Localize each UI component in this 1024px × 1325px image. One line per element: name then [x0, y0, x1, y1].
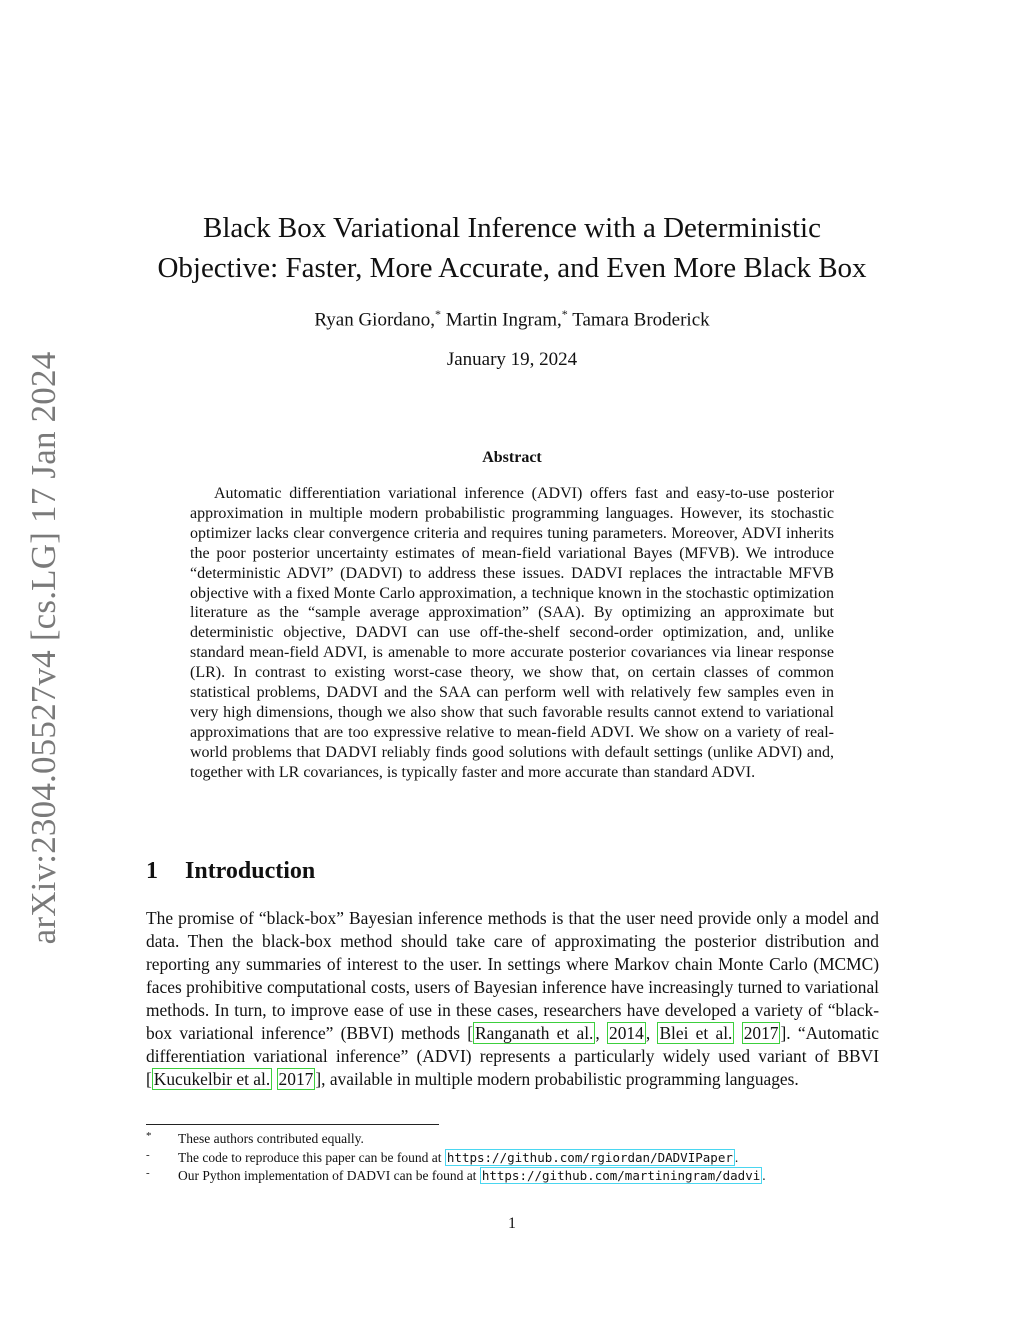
intro-text-part-3: ], available in multiple modern probabilistic programming languages. [315, 1069, 799, 1089]
footnote-text: The code to reproduce this paper can be found at [178, 1149, 445, 1165]
title-line-2: Objective: Faster, More Accurate, and Even More Black Box [157, 252, 867, 284]
citation-link-blei[interactable]: Blei et al. [659, 1023, 733, 1043]
citation-open-bracket: [ [467, 1023, 474, 1043]
author-list [130, 307, 894, 331]
introduction-paragraph [146, 907, 879, 1091]
citation-close-bracket: ] [780, 1023, 787, 1043]
footnote-divider [146, 1124, 439, 1125]
footnote-mark: * [146, 1130, 152, 1142]
author-footnote-mark[interactable]: * [561, 307, 568, 321]
publication-date: January 19, 2024 [446, 349, 578, 370]
footnote [146, 1130, 886, 1149]
intro-text-part-2: . “Automatic differentiation variational inference” (ADVI) represents a particularly widely used variant of BBVI [146, 1023, 880, 1066]
title-line-1: Black Box Variational Inference with a Deterministic [203, 212, 821, 244]
abstract-text: Automatic differentiation variational inference (ADVI) offers fast and easy-to-use posterior approximation in multiple modern probabilistic programming languages. However, its stochastic optimizer lacks clear convergence criteria and requires tuning parameters. Moreover, ADVI inherits the poor posterior uncertainty estimates of mean-field variational Bayes (MFVB). We introduce “deterministic ADVI” (DADVI) to address these issues. DADVI replaces the intractable MFVB objective with a fixed Monte Carlo approximation, a technique known in the stochastic optimization literature as the “sample average approximation” (SAA). By optimizing an approximate but deterministic objective, DADVI can use off-the-shelf second-order optimization, and, unlike standard mean-field ADVI, is amenable to more accurate posterior covariances via linear response (LR). In contrast to existing worst-case theory, we show that, on certain classes of common statistical problems, DADVI and the SAA can perform well with relatively few samples even in very high dimensions, though we also show that such favorable results cannot extend to variational approximations that are too expressive relative to mean-field ADVI. We show on a variety of real-world problems that DADVI reliably finds good solutions with default settings (unlike ADVI) and, together with LR covariances, is typically faster and more accurate than standard ADVI. [190, 485, 834, 781]
footnote [146, 1167, 886, 1186]
abstract-heading: Abstract [482, 449, 542, 466]
paper-title [130, 208, 894, 288]
intro-text-part-1: The promise of “black-box” Bayesian inference methods is that the user need provide only a model and data. Then the black-box method should take care of approximating the posterior distribution and reporting any summaries of interest to the user. In settings where Markov chain Monte Carlo (MCMC) faces prohibitive computational costs, users of Bayesian inference have increasingly turned to variational methods. In turn, to improve ease of use in these cases, researchers have developed a variety of “black-box variational inference” (BBVI) methods [146, 908, 879, 1043]
footnote-mark: - [146, 1148, 150, 1161]
python-implementation-link[interactable]: https://github.com/martiningram/dadvi [481, 1168, 761, 1183]
author-name: Martin Ingram, [445, 309, 562, 331]
footnote [146, 1149, 886, 1168]
footnote-text: Our Python implementation of DADVI can be found at [178, 1168, 480, 1183]
author-footnote-mark[interactable]: * [434, 307, 441, 321]
citation-separator: , [645, 1023, 658, 1043]
code-repository-link[interactable]: https://github.com/rgiordan/DADVIPaper [446, 1149, 733, 1165]
arxiv-identifier[interactable]: arXiv:2304.05527v4 [cs.LG] 17 Jan 2024 [24, 351, 63, 945]
footnotes [146, 1130, 886, 1186]
section-title: Introduction [185, 858, 316, 884]
footnote-mark: - [146, 1167, 150, 1179]
section-number: 1 [146, 858, 158, 884]
page-number: 1 [508, 1215, 516, 1232]
citation-link-kucukelbir[interactable]: Kucukelbir et al. [153, 1069, 271, 1089]
citation-year-link[interactable]: 2017 [743, 1023, 779, 1043]
citation-link-ranganath[interactable]: Ranganath et al. [475, 1023, 594, 1043]
citation-separator: , [595, 1023, 608, 1043]
footnote-tail: . [762, 1168, 766, 1183]
footnote-tail: . [734, 1149, 739, 1165]
citation-year-link[interactable]: 2014 [609, 1023, 644, 1043]
footnote-text: These authors contributed equally. [178, 1131, 364, 1146]
citation-open-bracket: [ [146, 1069, 152, 1089]
citation-year-link[interactable]: 2017 [278, 1069, 314, 1089]
author-name: Ryan Giordano, [314, 309, 435, 331]
author-name: Tamara Broderick [572, 309, 710, 331]
section-heading-introduction [146, 858, 315, 885]
